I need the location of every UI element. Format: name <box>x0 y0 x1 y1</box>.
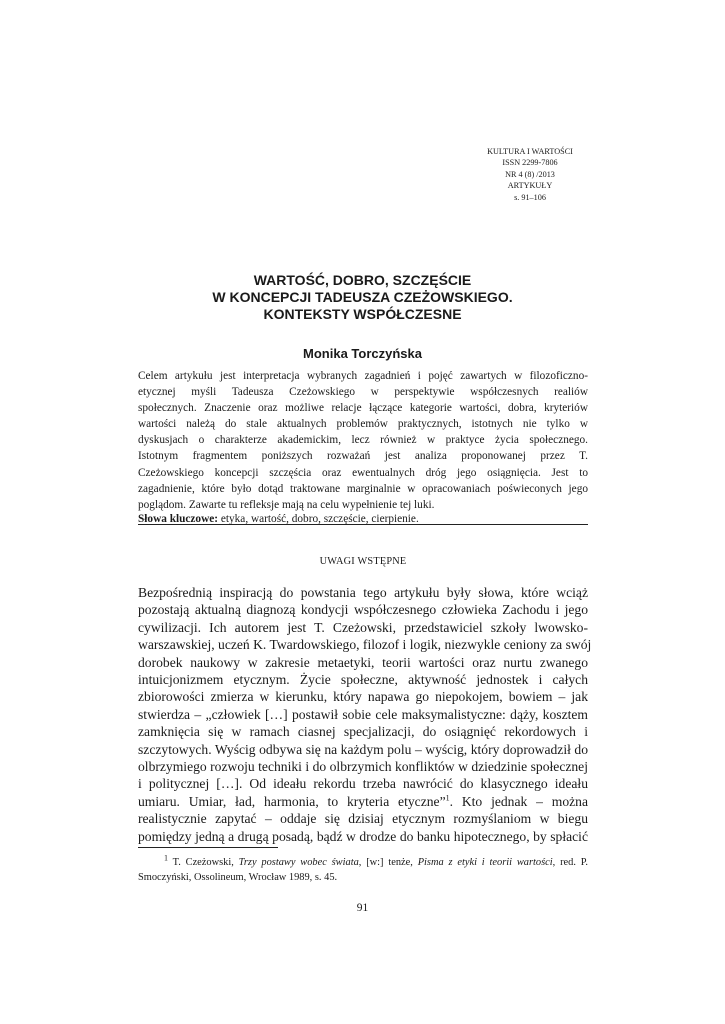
footnote <box>138 853 588 885</box>
journal-issue: NR 4 (8) /2013 <box>505 169 555 179</box>
keywords-text: etyka, wartość, dobro, szczęście, cierpienie. <box>218 513 419 525</box>
footnote-text: , [w:] tenże, <box>358 857 418 868</box>
footnote-title: Trzy postawy wobec świata <box>238 857 359 868</box>
abstract-line: poglądom. Zawarte tu refleksje mają na celu wypełnienie tej luki. <box>138 498 435 511</box>
body-line: Bezpośrednią inspiracją do powstania tego artykułu były słowa, które wciąż <box>138 585 588 600</box>
article-author: Monika Torczyńska <box>303 346 422 361</box>
title-line: WARTOŚĆ, DOBRO, SZCZĘŚCIE <box>253 272 472 288</box>
article-title <box>140 272 585 323</box>
body-line: zamknięcia się w ramach ciasnej specjalizacji, do osiągnięć rekordowych i <box>138 724 588 740</box>
journal-pages: s. 91–106 <box>514 192 546 202</box>
title-line: KONTEKSTY WSPÓŁCZESNE <box>263 306 462 322</box>
body-line: pomiędzy jedną a drugą posadą, bądź w drodze do banku hipotecznego, by spłacić <box>138 828 588 844</box>
body-line: olbrzymiego rozwoju techniki i do olbrzymich konfliktów w dziedzinie społecznej <box>138 759 588 775</box>
body-line: pozostają aktualną diagnozą kondycji współczesnego człowieka Zachodu i jego <box>138 602 588 618</box>
abstract-line: społecznych. Znaczenie oraz możliwe relacje łączące kategorie wartości, dobra, kryteriów <box>138 402 588 415</box>
abstract-line: zagadnienie, które było dotąd traktowane marginalnie w opracowaniach poświeconych jego <box>138 482 588 495</box>
section-heading: UWAGI WSTĘPNE <box>319 556 407 567</box>
abstract-line: Celem artykułu jest interpretacja wybranych zagadnień i pojęć zawartych w filozoficzno- <box>138 370 588 382</box>
journal-info <box>460 146 600 203</box>
body-line: stwierdza – „człowiek […] postawił sobie cele maksymalistyczne: dąży, kosztem <box>138 706 588 722</box>
body-line: szczytowych. Wyścig odbywa się na każdym polu – wyścig, który doprowadził do <box>138 741 588 757</box>
abstract-line: dyskusjach o charakterze akademickim, lecz również w praktyce życia społecznego. <box>138 434 588 447</box>
footnote-divider <box>138 847 278 848</box>
body-line: i politycznej […]. Od ideału rekordu trzeba nawrócić do klasycznego ideału <box>138 776 588 792</box>
abstract-line: wartości należą do stale aktualnych problemów praktycznych, istotnych nie tylko w <box>138 418 588 431</box>
footnote-ref[interactable]: 1 <box>445 793 450 803</box>
body-line <box>138 793 588 810</box>
abstract-divider <box>138 524 588 525</box>
journal-name: KULTURA I WARTOŚCI <box>487 147 573 156</box>
body-line-part: . Kto jednak – można <box>449 793 588 809</box>
body-line: dorobek naukowy w zakresie metaetyki, teorii wartości oraz nurtu zwanego <box>138 654 588 670</box>
abstract-line: Czeżowskiego koncepcji szczęścia oraz ewentualnych dróg jego osiągnięcia. Jest to <box>138 466 588 479</box>
body-text <box>138 584 592 845</box>
keywords-label: Słowa kluczowe: <box>138 513 219 525</box>
journal-section: ARTYKUŁY <box>507 181 553 191</box>
page-number: 91 <box>356 902 369 914</box>
body-line-part: umiaru. Umiar, ład, harmonia, to kryteria etyczne” <box>138 793 446 809</box>
abstract-line: etycznej myśli Tadeusza Czeżowskiego w perspektywie współczesnych realiów <box>138 386 588 399</box>
footnote-line: Smoczyński, Ossolineum, Wrocław 1989, s. 45. <box>138 871 338 883</box>
body-line: warszawskiej, uczeń K. Twardowskiego, filozof i logik, niezwykle ceniony za swój <box>138 637 592 653</box>
journal-issn: ISSN 2299-7806 <box>502 158 558 168</box>
body-line: zbiorowości zmierza w kierunku, który napawa go niepokojem, bowiem – jak <box>138 689 588 705</box>
title-line: W KONCEPCJI TADEUSZA CZEŻOWSKIEGO. <box>212 289 513 305</box>
body-line: cywilizacji. Ich autorem jest T. Czeżowski, przedstawiciel szkoły lwowsko- <box>138 619 588 635</box>
footnote-number: 1 <box>164 853 168 863</box>
body-line: intuicjonizmem etycznym. Życie społeczne, aktywność jednostek i całych <box>138 672 588 688</box>
footnote-line <box>138 853 588 871</box>
abstract <box>138 368 588 513</box>
footnote-text: T. Czeżowski, <box>168 857 239 868</box>
footnote-text: , red. P. <box>552 857 588 868</box>
abstract-line: Istotnym fragmentem poniższych rozważań jest analiza proponowanej przez T. <box>138 450 588 463</box>
body-line: realistycznie zapytać – oddaje się dzisiaj etycznym rozmyślaniom w biegu <box>138 811 588 827</box>
footnote-title: Pisma z etyki i teorii wartości <box>417 857 553 868</box>
